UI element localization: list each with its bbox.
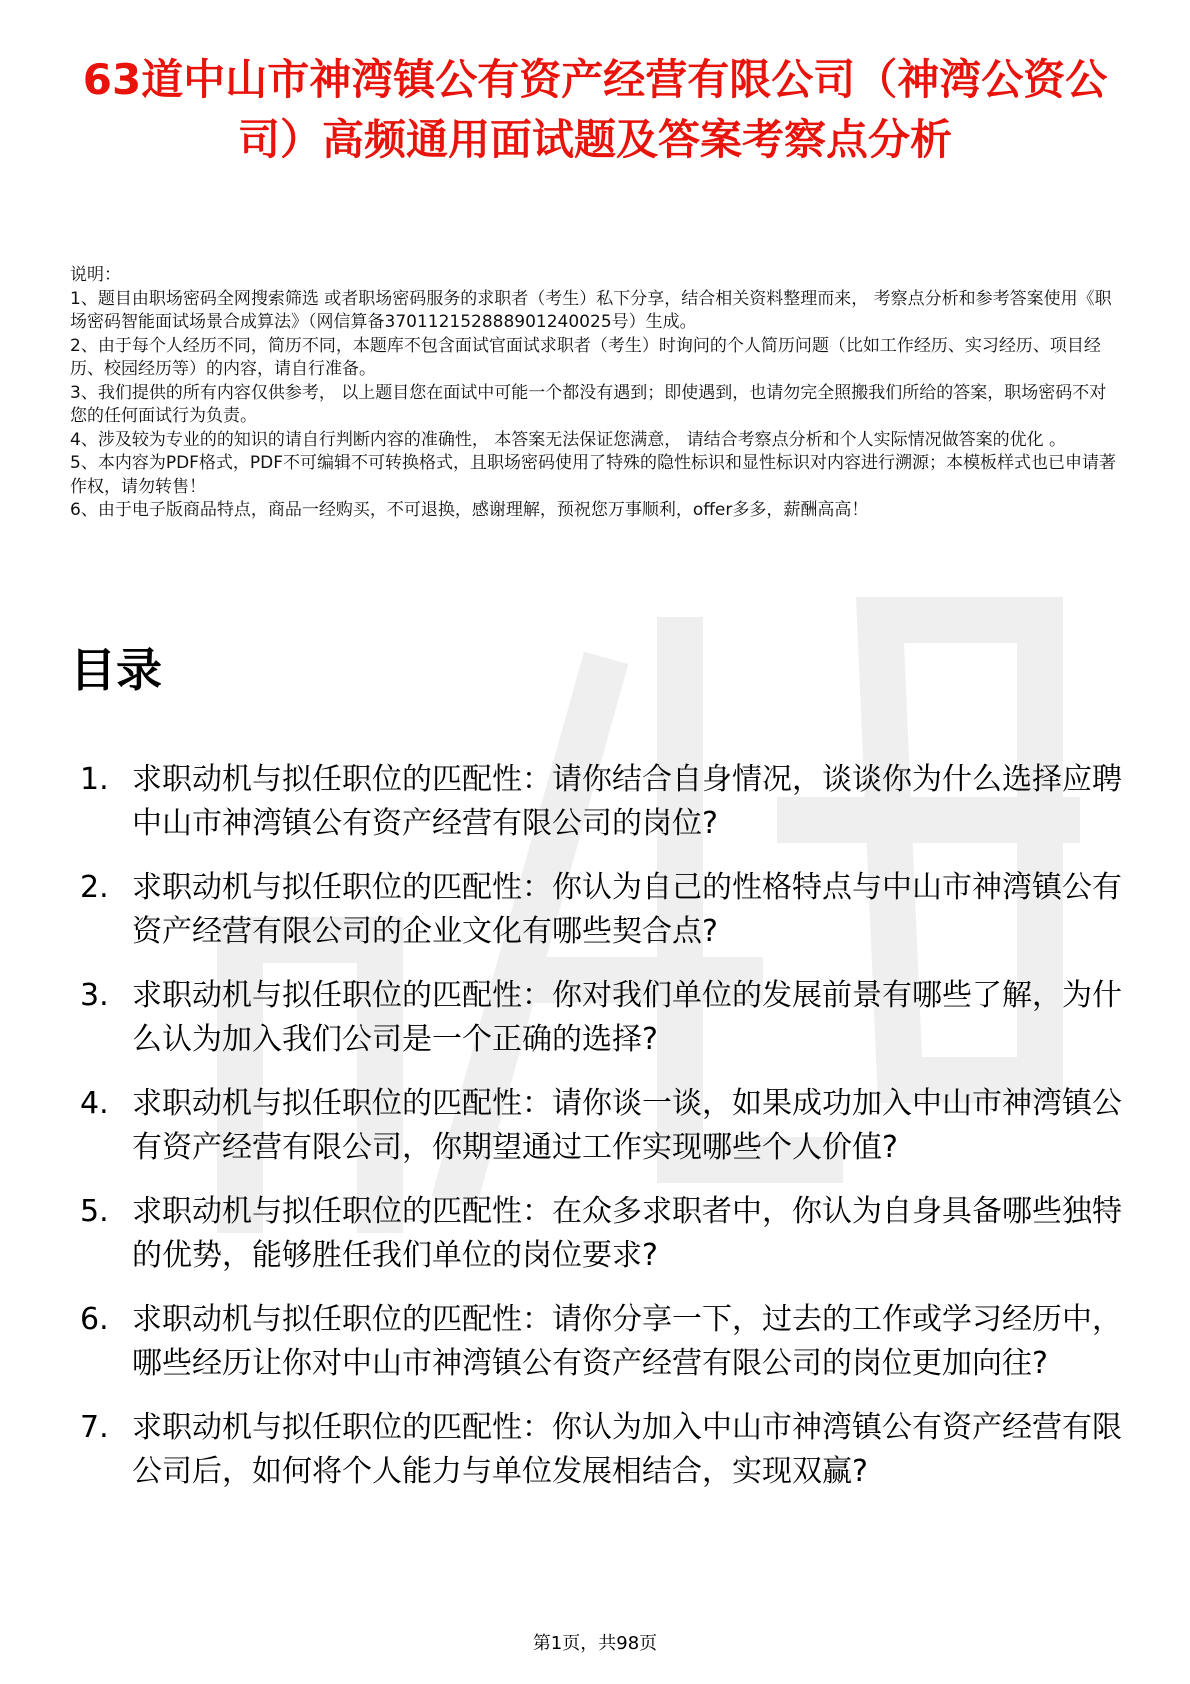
toc-item[interactable] (70, 866, 1130, 954)
note-item: 6、由于电子版商品特点，商品一经购买，不可退换，感谢理解，预祝您万事顺利，offer多多，薪酬高高！ (70, 500, 869, 520)
note-item: 3、我们提供的所有内容仅供参考， 以上题目您在面试中可能一个都没有遇到；即使遇到，也请勿完全照搬我们所给的答案，职场密码不对您的任何面试行为负责。 (70, 382, 1107, 426)
note-item: 5、本内容为PDF格式，PDF不可编辑不可转换格式，且职场密码使用了特殊的隐性标识和显性标识对内容进行溯源；本模板样式也已申请著作权，请勿转售！ (70, 453, 1117, 497)
toc-item-number: 4. (80, 1086, 109, 1121)
toc-item-text: 求职动机与拟任职位的匹配性：请你结合自身情况，谈谈你为什么选择应聘中山市神湾镇公有资产经营有限公司的岗位? (132, 762, 1122, 841)
note-item: 1、题目由职场密码全网搜索筛选 或者职场密码服务的求职者（考生）私下分享，结合相关资料整理而来， 考察点分析和参考答案使用《职场密码智能面试场景合成算法》（网信算备370112152888901240025号）生成。 (70, 288, 1112, 332)
toc-item-text: 求职动机与拟任职位的匹配性：你对我们单位的发展前景有哪些了解，为什么认为加入我们公司是一个正确的选择? (132, 978, 1122, 1057)
disclaimer-notes (70, 264, 1120, 523)
toc-item-text: 求职动机与拟任职位的匹配性：你认为加入中山市神湾镇公有资产经营有限公司后，如何将个人能力与单位发展相结合，实现双赢? (132, 1410, 1122, 1489)
toc-item[interactable] (70, 1406, 1130, 1494)
toc-item-number: 7. (80, 1410, 109, 1445)
toc-item[interactable] (70, 974, 1130, 1062)
note-item: 4、涉及较为专业的的知识的请自行判断内容的准确性， 本答案无法保证您满意， 请结合考察点分析和个人实际情况做答案的优化 。 (70, 429, 1067, 450)
toc-item-text: 求职动机与拟任职位的匹配性：请你谈一谈，如果成功加入中山市神湾镇公有资产经营有限公司，你期望通过工作实现哪些个人价值? (132, 1086, 1122, 1165)
toc-item-text: 求职动机与拟任职位的匹配性：在众多求职者中，你认为自身具备哪些独特的优势，能够胜任我们单位的岗位要求? (132, 1194, 1122, 1273)
toc-item-text: 求职动机与拟任职位的匹配性：请你分享一下，过去的工作或学习经历中，哪些经历让你对中山市神湾镇公有资产经营有限公司的岗位更加向往? (132, 1302, 1122, 1381)
toc-item[interactable] (70, 758, 1130, 846)
toc-item-number: 5. (80, 1194, 109, 1229)
toc-item-number: 1. (80, 762, 109, 797)
toc-item[interactable] (70, 1298, 1130, 1386)
toc-item[interactable] (70, 1082, 1130, 1170)
toc-item-text: 求职动机与拟任职位的匹配性：你认为自己的性格特点与中山市神湾镇公有资产经营有限公司的企业文化有哪些契合点? (132, 870, 1122, 949)
document-title: 63道中山市神湾镇公有资产经营有限公司（神湾公资公司）高频通用面试题及答案考察点分析 (82, 55, 1108, 164)
note-item: 2、由于每个人经历不同，简历不同，本题库不包含面试官面试求职者（考生）时询问的个人简历问题（比如工作经历、实习经历、项目经历、校园经历等）的内容，请自行准备。 (70, 335, 1101, 379)
toc-item-number: 3. (80, 978, 109, 1013)
toc-item-number: 2. (80, 870, 109, 905)
toc-item-number: 6. (80, 1302, 109, 1337)
table-of-contents (70, 758, 1130, 1514)
page-number-footer: 第1页，共98页 (532, 1633, 658, 1654)
toc-item[interactable] (70, 1190, 1130, 1278)
notes-heading: 说明： (70, 265, 121, 285)
toc-heading: 目录 (70, 643, 162, 697)
